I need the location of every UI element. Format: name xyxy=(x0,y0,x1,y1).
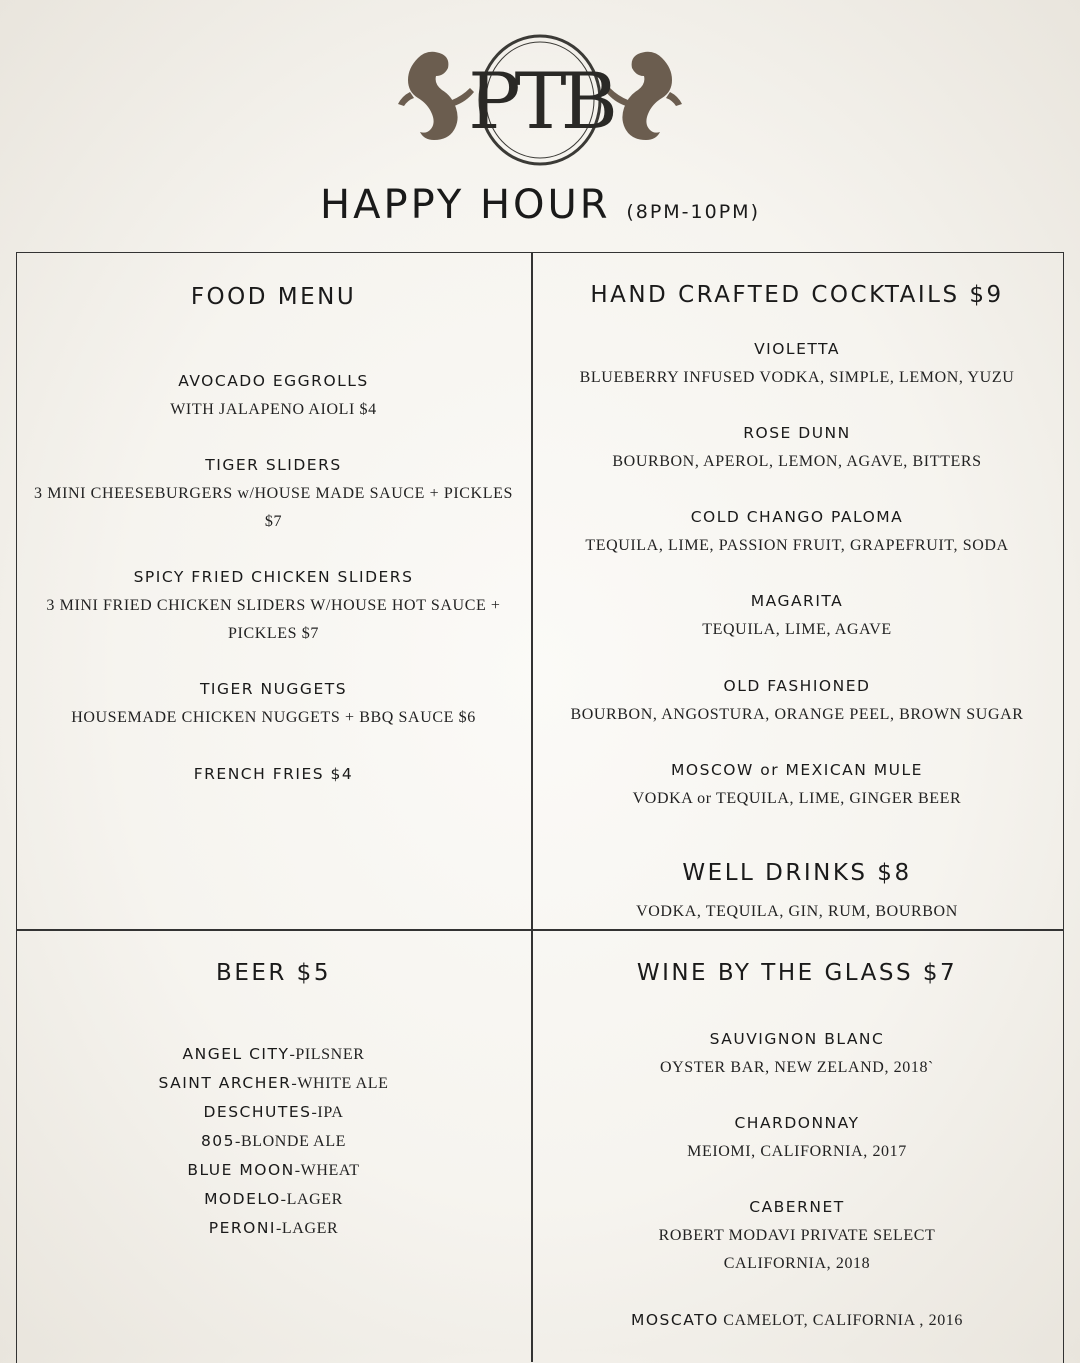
food-item-desc: WITH JALAPENO AIOLI $4 xyxy=(170,401,377,418)
cocktail-desc: BOURBON, APEROL, LEMON, AGAVE, BITTERS xyxy=(612,453,982,470)
beer-section xyxy=(16,930,531,1350)
food-item-desc: 3 MINI FRIED CHICKEN SLIDERS W/HOUSE HOT SAUCE + xyxy=(46,597,501,614)
cocktail-name: MAGARITA xyxy=(750,592,844,610)
beer-style: -IPA xyxy=(311,1104,344,1121)
cocktail-desc: BLUEBERRY INFUSED VODKA, SIMPLE, LEMON, YUZU xyxy=(579,369,1015,386)
wine-name: CABERNET xyxy=(749,1198,845,1216)
food-item-name: SPICY FRIED CHICKEN SLIDERS xyxy=(133,568,414,586)
cocktails-heading: HAND CRAFTED COCKTAILS $9 xyxy=(590,282,1004,308)
food-item-name: TIGER NUGGETS xyxy=(199,680,348,698)
beer-brand: MODELO xyxy=(204,1190,281,1208)
beer-brand: SAINT ARCHER xyxy=(158,1074,292,1092)
beer-style: -LAGER xyxy=(276,1220,339,1237)
food-item-desc: HOUSEMADE CHICKEN NUGGETS + BBQ SAUCE $6 xyxy=(71,709,476,726)
beer-brand: DESCHUTES xyxy=(203,1103,312,1121)
page-title xyxy=(0,182,1080,228)
food-item-desc: PICKLES $7 xyxy=(228,625,319,642)
cocktail-name: VIOLETTA xyxy=(754,340,840,358)
beer-item xyxy=(16,1098,531,1127)
food-item-desc: 3 MINI CHEESEBURGERS w/HOUSE MADE SAUCE + PICKLES xyxy=(34,485,513,502)
ptb-logo xyxy=(390,30,690,170)
beer-list xyxy=(16,1040,531,1243)
food-heading: FOOD MENU xyxy=(190,284,357,310)
wine-desc: CALIFORNIA, 2018 xyxy=(723,1255,871,1272)
beer-brand: PERONI xyxy=(208,1219,276,1237)
food-item-name: FRENCH FRIES $4 xyxy=(193,765,354,783)
beer-style: -WHITE ALE xyxy=(291,1075,389,1092)
title-text: HAPPY HOUR xyxy=(320,182,611,228)
cocktail-name: OLD FASHIONED xyxy=(723,677,871,695)
wine-name: MOSCATO xyxy=(630,1311,719,1329)
beer-style: -LAGER xyxy=(280,1191,343,1208)
well-drinks-desc: VODKA, TEQUILA, GIN, RUM, BOURBON xyxy=(636,903,958,920)
wine-name: SAUVIGNON BLANC xyxy=(709,1030,885,1048)
cocktail-name: COLD CHANGO PALOMA xyxy=(690,508,904,526)
wine-desc: MEIOMI, CALIFORNIA, 2017 xyxy=(687,1143,907,1160)
left-tiger-icon xyxy=(398,52,474,140)
wine-desc: CAMELOT, CALIFORNIA , 2016 xyxy=(723,1312,963,1329)
cocktail-name: MOSCOW or MEXICAN MULE xyxy=(671,761,923,779)
food-item-name: AVOCADO EGGROLLS xyxy=(178,372,369,390)
cocktails-section xyxy=(532,252,1062,929)
beer-item xyxy=(16,1185,531,1214)
food-item-name: TIGER SLIDERS xyxy=(205,456,342,474)
beer-style: -BLONDE ALE xyxy=(235,1133,347,1150)
beer-style: -WHEAT xyxy=(294,1162,360,1179)
hours-text: (8PM-10PM) xyxy=(626,201,760,223)
beer-brand: 805 xyxy=(200,1132,236,1150)
wine-desc: OYSTER BAR, NEW ZELAND, 2018` xyxy=(660,1059,934,1076)
cocktail-desc: BOURBON, ANGOSTURA, ORANGE PEEL, BROWN SUGAR xyxy=(570,706,1024,723)
cocktail-desc: TEQUILA, LIME, PASSION FRUIT, GRAPEFRUIT, SODA xyxy=(585,537,1009,554)
beer-item xyxy=(16,1214,531,1243)
food-section xyxy=(16,252,531,929)
beer-heading: BEER $5 xyxy=(216,960,331,986)
wine-desc: ROBERT MODAVI PRIVATE SELECT xyxy=(658,1227,936,1244)
food-item-price: $7 xyxy=(264,513,283,530)
cocktail-desc: TEQUILA, LIME, AGAVE xyxy=(702,621,892,638)
beer-item xyxy=(16,1069,531,1098)
right-tiger-icon xyxy=(606,52,682,140)
wine-section xyxy=(532,930,1062,1350)
cocktail-desc: VODKA or TEQUILA, LIME, GINGER BEER xyxy=(632,790,962,807)
beer-item xyxy=(16,1127,531,1156)
beer-item xyxy=(16,1156,531,1185)
well-drinks-heading: WELL DRINKS $8 xyxy=(682,860,912,886)
cocktail-name: ROSE DUNN xyxy=(743,424,851,442)
wine-name: CHARDONNAY xyxy=(734,1114,860,1132)
beer-brand: ANGEL CITY xyxy=(182,1045,290,1063)
beer-brand: BLUE MOON xyxy=(187,1161,295,1179)
beer-item xyxy=(16,1040,531,1069)
wine-last-item xyxy=(532,1306,1062,1335)
logo-monogram: PTB xyxy=(468,57,612,147)
beer-style: -PILSNER xyxy=(289,1046,365,1063)
wine-heading: WINE BY THE GLASS $7 xyxy=(636,960,958,986)
